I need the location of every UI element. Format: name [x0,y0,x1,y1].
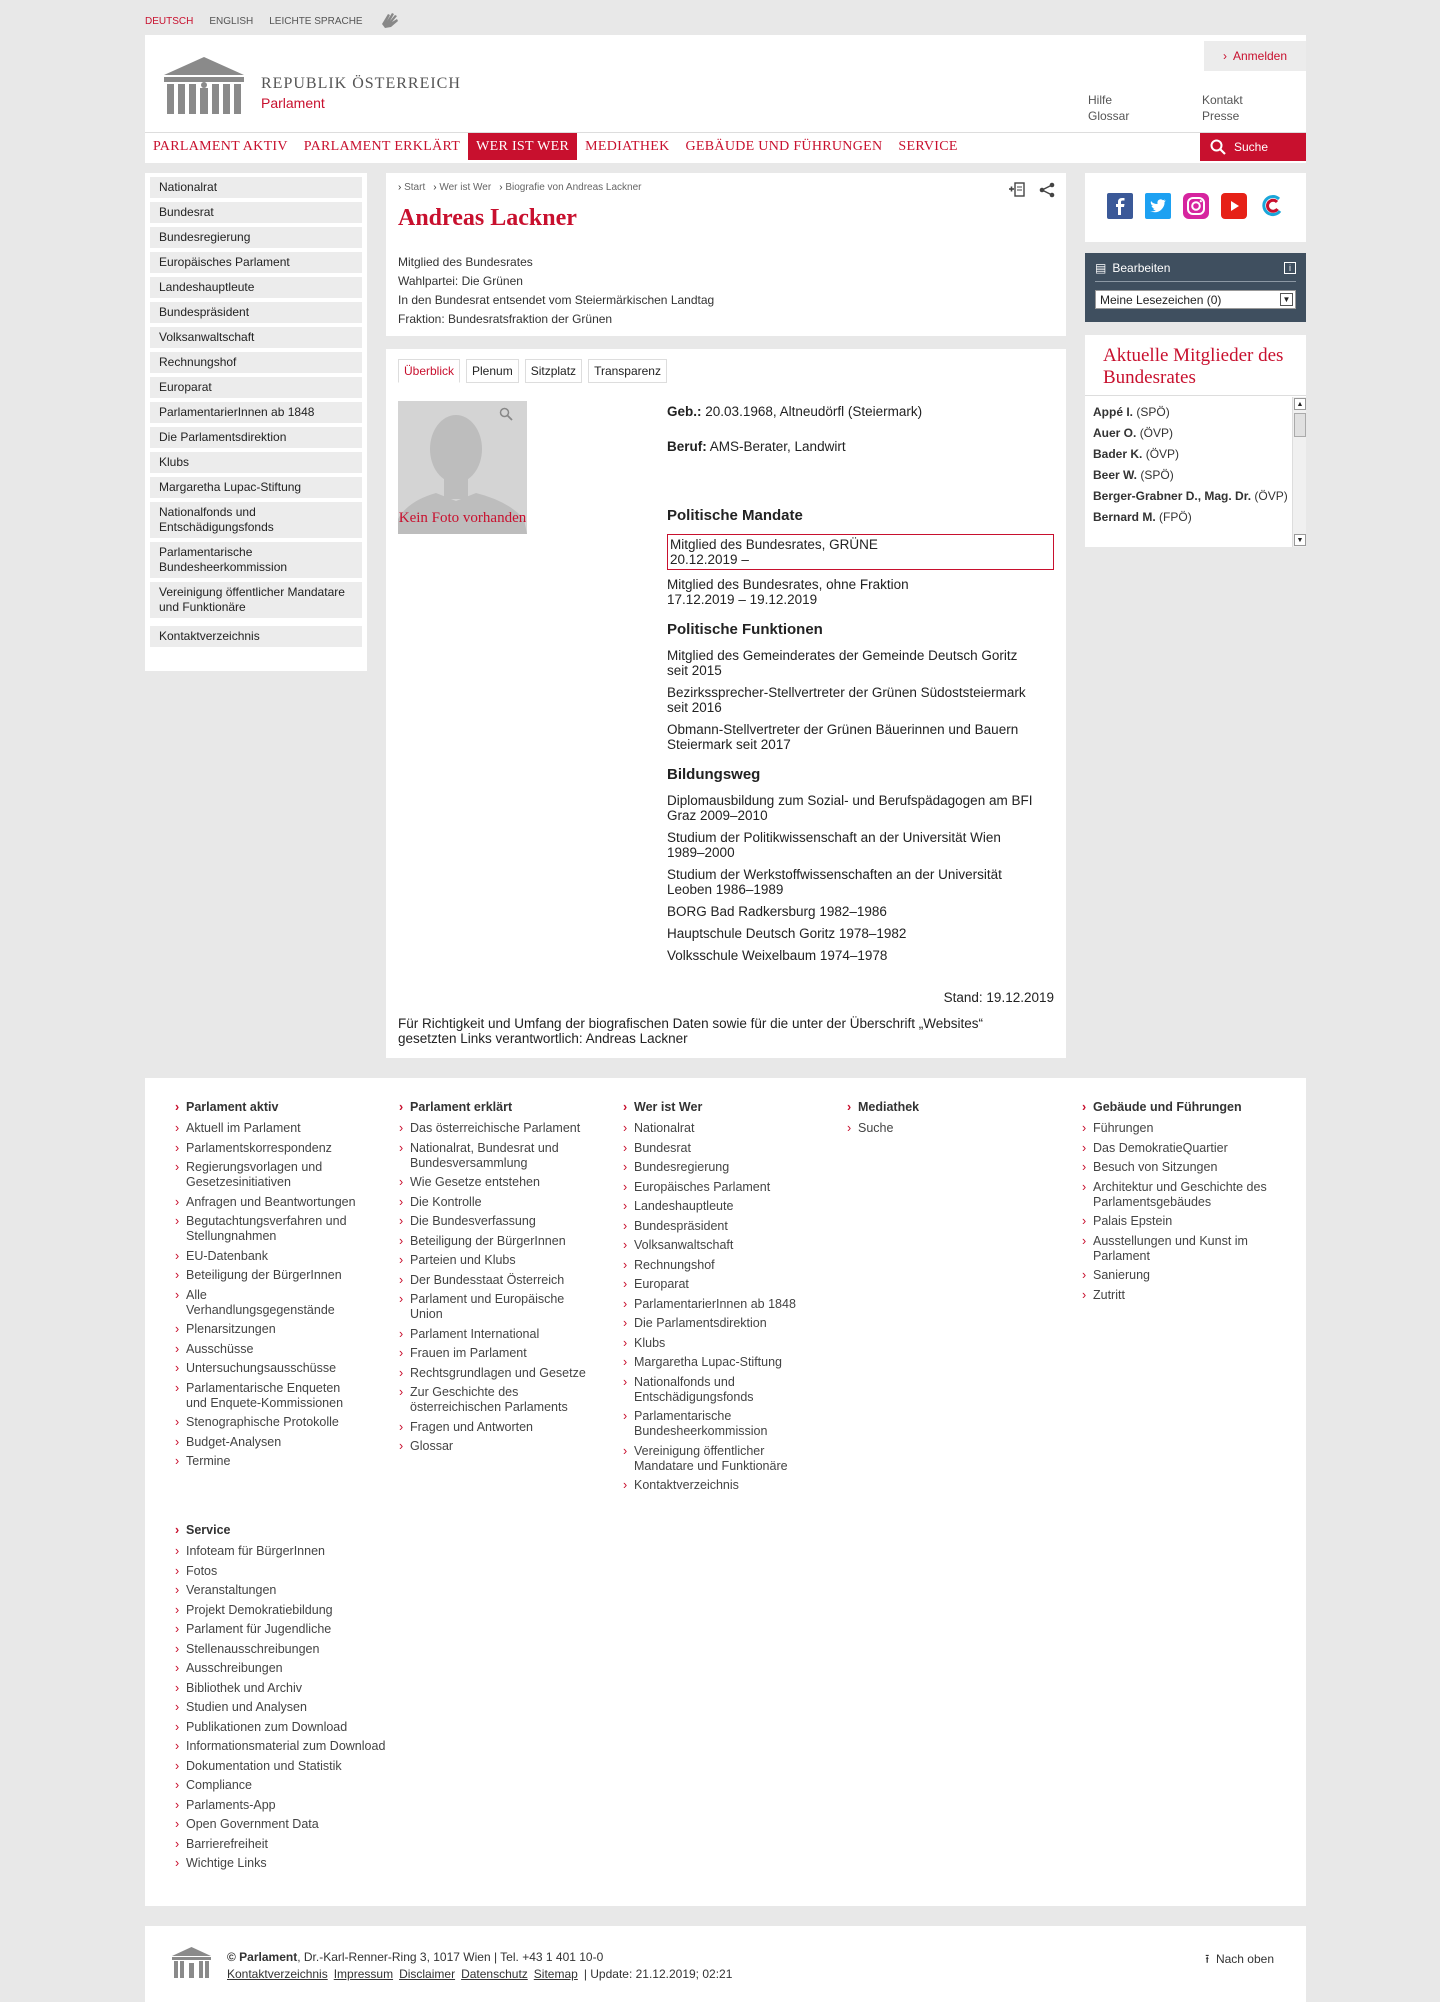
sidebar-item-nationalfonds[interactable]: Nationalfonds und Entschädigungsfonds [150,502,362,538]
back-to-top-label: Nach oben [1215,1952,1274,1966]
sidebar-item-parlamentsdirektion[interactable]: Die Parlamentsdirektion [150,427,362,448]
sidebar-item-bundespraesident[interactable]: Bundespräsident [150,302,362,323]
member-item[interactable] [1093,402,1298,423]
birth-info [667,404,1054,419]
bookmarks-panel-title: Bearbeiten [1112,261,1171,275]
scroll-up-icon[interactable]: ▲ [1294,398,1306,410]
footer-link[interactable]: › Wie Gesetze entstehen [410,1175,600,1190]
member-item[interactable] [1093,444,1298,465]
birth-value: 20.03.1968, Altneudörfl (Steiermark) [705,404,923,419]
education-entry [667,867,1054,897]
member-party: (SPÖ) [1136,405,1170,419]
sidebar-item-lupac-stiftung[interactable]: Margaretha Lupac-Stiftung [150,477,362,498]
member-name: Bader K. [1093,447,1143,461]
footer-link[interactable]: › Alle Verhandlungsgegenstände [186,1288,356,1318]
footer-link[interactable]: › Parlament und Europäische Union [410,1292,600,1322]
breadcrumb-wer-ist-wer[interactable]: › Wer ist Wer [433,182,491,193]
footer-heading[interactable]: › Wer ist Wer [634,1100,814,1115]
facebook-icon[interactable] [1107,193,1133,222]
bookmarks-select-value: Meine Lesezeichen (0) [1100,292,1222,307]
link-impressum[interactable]: Impressum [333,1967,394,1981]
logo-subtitle: Parlament [261,95,325,111]
section-heading-bildung: Bildungsweg [667,766,761,783]
nav-mediathek[interactable]: MEDIATHEK [585,138,670,154]
footer-link[interactable]: › Besuch von Sitzungen [1093,1160,1293,1175]
language-bar [145,10,403,32]
footer-link[interactable]: › Studien und Analysen [186,1700,406,1715]
arrow-up-icon: ⭱ [1205,1952,1210,1966]
members-list [1085,396,1306,528]
breadcrumb-current: › Biografie von Andreas Lackner [499,182,641,193]
parliament-app-icon[interactable] [1259,193,1285,222]
footer-link[interactable]: › Budget-Analysen [186,1435,356,1450]
parliament-building-icon [159,55,249,117]
footer-link[interactable]: › Glossar [410,1439,600,1454]
glossary-link[interactable]: Glossar [1088,109,1130,123]
nav-parlament-aktiv[interactable]: PARLAMENT AKTIV [153,138,288,154]
current-members-title: Aktuelle Mitglieder des Bundesrates [1085,335,1306,396]
toplinks-right [1202,92,1243,124]
member-item[interactable] [1093,507,1298,528]
press-link[interactable]: Presse [1202,109,1240,123]
footer-link[interactable]: › Parlamentskorrespondenz [186,1141,356,1156]
function-entry [667,685,1054,715]
sidebar-item-parlamentarierinnen[interactable]: ParlamentarierInnen ab 1848 [150,402,362,423]
info-icon[interactable]: i [1284,262,1296,274]
site-header [145,35,1306,163]
education-entry: Hauptschule Deutsch Goritz 1978–1982 [667,926,907,941]
nav-parlament-erklaert[interactable]: PARLAMENT ERKLÄRT [303,138,461,154]
social-links [1085,173,1306,242]
footer-link[interactable]: › Beteiligung der BürgerInnen [410,1234,600,1249]
member-party: (ÖVP) [1254,489,1288,503]
footer-link[interactable]: › Ausschüsse [186,1342,356,1357]
footer-link[interactable]: › Volksanwaltschaft [634,1238,814,1253]
youtube-icon[interactable] [1221,193,1247,222]
sidebar-item-volksanwaltschaft[interactable]: Volksanwaltschaft [150,327,362,348]
sidebar-item-landeshauptleute[interactable]: Landeshauptleute [150,277,362,298]
footer-link[interactable]: › Suche [858,1121,1038,1136]
footer-link[interactable]: › Publikationen zum Download [186,1720,406,1735]
member-item[interactable] [1093,423,1298,444]
education-entry: Volksschule Weixelbaum 1974–1978 [667,948,888,963]
info-line-delegation: In den Bundesrat entsendet vom Steiermärkischen Landtag [398,293,715,307]
footer-heading[interactable]: › Parlament erklärt [410,1100,600,1115]
tab-transparenz[interactable]: Transparenz [588,359,667,383]
link-sitemap[interactable]: Sitemap [533,1967,578,1981]
sidebar-item-vereinigung[interactable]: Vereinigung öffentlicher Mandatare und Funktionäre [150,582,362,618]
member-item[interactable] [1093,465,1298,486]
footer-link[interactable]: › Infoteam für BürgerInnen [186,1544,406,1559]
footer-link[interactable]: › Landeshauptleute [634,1199,814,1214]
breadcrumb [398,182,642,193]
footer-link[interactable]: › Open Government Data [186,1817,406,1832]
footer-link[interactable]: › Termine [186,1454,356,1469]
footer-link[interactable]: › Margaretha Lupac-Stiftung [634,1355,814,1370]
function-entry [667,648,1054,678]
help-link[interactable]: Hilfe [1088,93,1113,107]
footer-link[interactable]: › Regierungsvorlagen und Gesetzesinitiativen [186,1160,356,1190]
footer-column-c2 [410,1100,600,1459]
footer-heading[interactable]: › Gebäude und Führungen [1093,1100,1293,1115]
bookmarks-panel [1085,253,1306,322]
footer-link[interactable]: › Nationalfonds und Entschädigungsfonds [634,1375,814,1405]
sidebar-item-nationalrat[interactable]: Nationalrat [150,177,362,198]
chevron-down-icon: ▼ [1280,293,1293,306]
footer-link[interactable]: › Compliance [186,1778,406,1793]
login-button[interactable] [1204,41,1306,71]
footer-link[interactable]: › Dokumentation und Statistik [186,1759,406,1774]
sidebar-item-bundesheerkommission[interactable]: Parlamentarische Bundesheerkommission [150,542,362,578]
breadcrumb-start[interactable]: › Start [398,182,425,193]
footer-link[interactable]: › Zur Geschichte des österreichischen Parlaments [410,1385,600,1415]
education-title: Studium der Politikwissenschaft an der Universität Wien [667,830,1001,845]
nav-service[interactable]: SERVICE [898,138,958,154]
bookmarks-panel-header [1095,261,1296,282]
info-line-fraction: Fraktion: Bundesratsfraktion der Grünen [398,312,613,326]
profession-label: Beruf: [667,439,707,454]
person-info [398,253,714,329]
footer-link[interactable]: › Fotos [186,1564,406,1579]
footer-link[interactable]: › Parlamentarische Enqueten und Enquete-Kommissionen [186,1381,356,1411]
education-title: Diplomausbildung zum Sozial- und Berufspädagogen am BFI [667,793,1033,808]
toplinks-left [1088,92,1129,124]
footer-column-c6 [186,1523,406,1876]
link-datenschutz[interactable]: Datenschutz [461,1967,528,1981]
scrollbar-thumb[interactable] [1294,413,1306,437]
mandate-title: Mitglied des Bundesrates, ohne Fraktion [667,577,909,592]
footer-link[interactable]: › Parlamentarische Bundesheerkommission [634,1409,814,1439]
function-entry [667,722,1054,752]
footer-link[interactable]: › Beteiligung der BürgerInnen [186,1268,356,1283]
nav-wer-ist-wer[interactable]: WER IST WER [468,133,577,160]
footer-link[interactable]: › Stenographische Protokolle [186,1415,356,1430]
footer-link[interactable]: › Barrierefreiheit [186,1837,406,1852]
footer-heading[interactable]: › Parlament aktiv [186,1100,356,1115]
biography-box [386,349,1066,1058]
lang-deutsch[interactable]: DEUTSCH [145,15,194,27]
footer-link[interactable]: › Klubs [634,1336,814,1351]
members-scrollbar[interactable] [1292,397,1306,547]
footer-link[interactable]: › Bibliothek und Archiv [186,1681,406,1696]
education-period: Leoben 1986–1989 [667,882,784,897]
footer-link[interactable]: › Rechnungshof [634,1258,814,1273]
footer-link[interactable]: › Parteien und Klubs [410,1253,600,1268]
footer-link[interactable]: › Europäisches Parlament [634,1180,814,1195]
footer-column-c5 [1093,1100,1293,1307]
footer-link[interactable]: › Europarat [634,1277,814,1292]
tab-plenum[interactable]: Plenum [466,359,519,383]
footer-link[interactable]: › Wichtige Links [186,1856,406,1871]
footer-link[interactable]: › Parlament International [410,1327,600,1342]
mandate-period: 20.12.2019 – [670,552,749,567]
responsibility-note: Für Richtigkeit und Umfang der biografischen Daten sowie für die unter der Überschrift „Websites“ gesetzten Links verantwortlich: Andreas Lackner [398,1016,984,1046]
footer-link[interactable]: › Parlament für Jugendliche [186,1622,406,1637]
sidebar-item-bundesrat[interactable]: Bundesrat [150,202,362,223]
person-name: Andreas Lackner [398,205,577,231]
member-party: (ÖVP) [1139,426,1174,440]
footer-link[interactable]: › Untersuchungsausschüsse [186,1361,356,1376]
sidebar-item-klubs[interactable]: Klubs [150,452,362,473]
footer-column-c3 [634,1100,814,1498]
footer-link[interactable]: › Kontaktverzeichnis [634,1478,814,1493]
footer-link[interactable]: › Nationalrat [634,1121,814,1136]
sign-language-icon[interactable] [379,10,403,33]
education-period: Graz 2009–2010 [667,808,768,823]
bottom-footer [145,1926,1306,2002]
education-title: Studium der Werkstoffwissenschaften an der Universität [667,867,1002,882]
function-title: Mitglied des Gemeinderates der Gemeinde Deutsch Goritz [667,648,1018,663]
info-line-role: Mitglied des Bundesrates [398,255,533,269]
footer-link[interactable]: › Veranstaltungen [186,1583,406,1598]
back-to-top-link[interactable] [1205,1950,1274,1971]
footer-link[interactable]: › Das DemokratieQuartier [1093,1141,1293,1156]
tab-ueberblick[interactable]: Überblick [398,359,460,383]
profession-info [667,439,1054,454]
legal-links [227,1967,732,1981]
address-line [227,1950,603,1964]
lang-leichte-sprache[interactable]: LEICHTE SPRACHE [269,15,363,27]
link-disclaimer[interactable]: Disclaimer [399,1967,456,1981]
twitter-icon[interactable] [1145,193,1171,222]
footer-link[interactable]: › Bundespräsident [634,1219,814,1234]
education-entry [667,793,1054,823]
tab-bar [398,359,667,383]
chevron-right-icon: › [1222,49,1227,63]
footer-column-c4 [858,1100,1038,1141]
education-entry [667,830,1054,860]
page-tools [1008,181,1056,202]
footer-link[interactable]: › Bundesrat [634,1141,814,1156]
section-heading-mandate: Politische Mandate [667,507,803,524]
contact-link[interactable]: Kontakt [1202,93,1243,107]
login-label: Anmelden [1232,49,1288,63]
footer-link[interactable]: › Projekt Demokratiebildung [186,1603,406,1618]
function-period: seit 2015 [667,663,722,678]
footer-link[interactable]: › EU-Datenbank [186,1249,356,1264]
footer-link[interactable]: › Fragen und Antworten [410,1420,600,1435]
share-icon[interactable] [1038,181,1056,202]
document-icon: ▤ [1095,261,1107,275]
footer-link[interactable]: › Vereinigung öffentlicher Mandatare und Funktionäre [634,1444,814,1474]
member-name: Auer O. [1093,426,1137,440]
profession-value: AMS-Berater, Landwirt [709,439,846,454]
search-button[interactable] [1200,133,1306,161]
no-photo-text: Kein Foto vorhanden [398,510,527,526]
footer-link[interactable]: › Ausstellungen und Kunst im Parlament [1093,1234,1293,1264]
footer-link[interactable]: › Architektur und Geschichte des Parlamentsgebäudes [1093,1180,1293,1210]
footer-sitemap [145,1078,1306,1906]
bookmark-add-icon[interactable] [1008,181,1026,202]
footer-link[interactable]: › Plenarsitzungen [186,1322,356,1337]
mandate-period: 17.12.2019 – 19.12.2019 [667,592,818,607]
footer-link[interactable]: › Stellenausschreibungen [186,1642,406,1657]
footer-link[interactable]: › ParlamentarierInnen ab 1848 [634,1297,814,1312]
sidebar-item-europaeisches-parlament[interactable]: Europäisches Parlament [150,252,362,273]
lang-english[interactable]: ENGLISH [209,15,254,27]
sidebar-item-bundesregierung[interactable]: Bundesregierung [150,227,362,248]
footer-link[interactable]: › Zutritt [1093,1288,1293,1303]
left-sidebar [145,173,367,671]
footer-link[interactable]: › Führungen [1093,1121,1293,1136]
footer-link[interactable]: › Die Parlamentsdirektion [634,1316,814,1331]
section-heading-funktionen: Politische Funktionen [667,621,823,638]
footer-link[interactable]: › Der Bundesstaat Österreich [410,1273,600,1288]
footer-link[interactable]: › Die Bundesverfassung [410,1214,600,1229]
member-party: (SPÖ) [1140,468,1174,482]
footer-heading[interactable]: › Service [186,1523,406,1538]
footer-link[interactable]: › Frauen im Parlament [410,1346,600,1361]
parliament-logo[interactable] [159,55,461,117]
search-icon [1210,139,1226,155]
footer-link[interactable]: › Palais Epstein [1093,1214,1293,1229]
education-period: 1989–2000 [667,845,735,860]
member-name: Beer W. [1093,468,1138,482]
bookmarks-select[interactable] [1095,290,1296,309]
member-party: (ÖVP) [1145,447,1180,461]
zoom-icon[interactable] [499,407,513,421]
biography-details [667,404,1054,970]
link-kontaktverzeichnis[interactable]: Kontaktverzeichnis [227,1967,328,1981]
footer-link[interactable]: › Informationsmaterial zum Download [186,1739,406,1754]
member-name: Bernard M. [1093,510,1156,524]
sidebar-item-europarat[interactable]: Europarat [150,377,362,398]
mandate-title: Mitglied des Bundesrates, GRÜNE [670,537,878,552]
mandate-entry [667,577,1054,607]
footer-link[interactable]: › Das österreichische Parlament [410,1121,600,1136]
search-label: Suche [1234,140,1269,154]
function-period: seit 2016 [667,700,722,715]
footer-link[interactable]: › Parlaments-App [186,1798,406,1813]
footer-link[interactable]: › Aktuell im Parlament [186,1121,356,1136]
footer-link[interactable]: › Rechtsgrundlagen und Gesetze [410,1366,600,1381]
footer-link[interactable]: › Die Kontrolle [410,1195,600,1210]
info-line-party: Wahlpartei: Die Grünen [398,274,523,288]
mandate-entry [667,534,1054,570]
member-item[interactable] [1093,489,1298,504]
footer-link[interactable]: › Bundesregierung [634,1160,814,1175]
instagram-icon[interactable] [1183,193,1209,222]
footer-link[interactable]: › Nationalrat, Bundesrat und Bundesversammlung [410,1141,600,1171]
current-members-panel [1085,335,1306,547]
footer-heading[interactable]: › Mediathek [858,1100,1038,1115]
parliament-building-icon [170,1946,213,1980]
nav-gebaeude-fuehrungen[interactable]: GEBÄUDE UND FÜHRUNGEN [685,138,883,154]
function-title: Obmann-Stellvertreter der Grünen Bäuerinnen und Bauern [667,722,1019,737]
logo-title: REPUBLIK ÖSTERREICH [261,75,461,92]
footer-column-c1 [186,1100,356,1474]
footer-link[interactable]: › Ausschreibungen [186,1661,406,1676]
copyright: © Parlament [227,1950,298,1964]
function-period: Steiermark seit 2017 [667,737,791,752]
member-name: Appé I. [1093,405,1134,419]
person-header-box [386,173,1066,336]
sidebar-item-rechnungshof[interactable]: Rechnungshof [150,352,362,373]
update-timestamp: | Update: 21.12.2019; 02:21 [583,1967,733,1981]
sidebar-item-kontaktverzeichnis[interactable]: Kontaktverzeichnis [150,626,362,647]
education-entry: BORG Bad Radkersburg 1982–1986 [667,904,887,919]
tab-sitzplatz[interactable]: Sitzplatz [525,359,582,383]
member-party: (FPÖ) [1159,510,1192,524]
main-nav [145,132,1306,160]
member-name: Berger-Grabner D., Mag. Dr. [1093,489,1252,503]
footer-link[interactable]: › Sanierung [1093,1268,1293,1283]
scroll-down-icon[interactable]: ▼ [1294,534,1306,546]
footer-link[interactable]: › Anfragen und Beantwortungen [186,1195,356,1210]
address: , Dr.-Karl-Renner-Ring 3, 1017 Wien | Tel. +43 1 401 10-0 [297,1950,604,1964]
footer-link[interactable]: › Begutachtungsverfahren und Stellungnahmen [186,1214,356,1244]
last-updated: Stand: 19.12.2019 [943,990,1054,1005]
function-title: Bezirkssprecher-Stellvertreter der Grünen Südoststeiermark [667,685,1026,700]
birth-label: Geb.: [667,404,702,419]
